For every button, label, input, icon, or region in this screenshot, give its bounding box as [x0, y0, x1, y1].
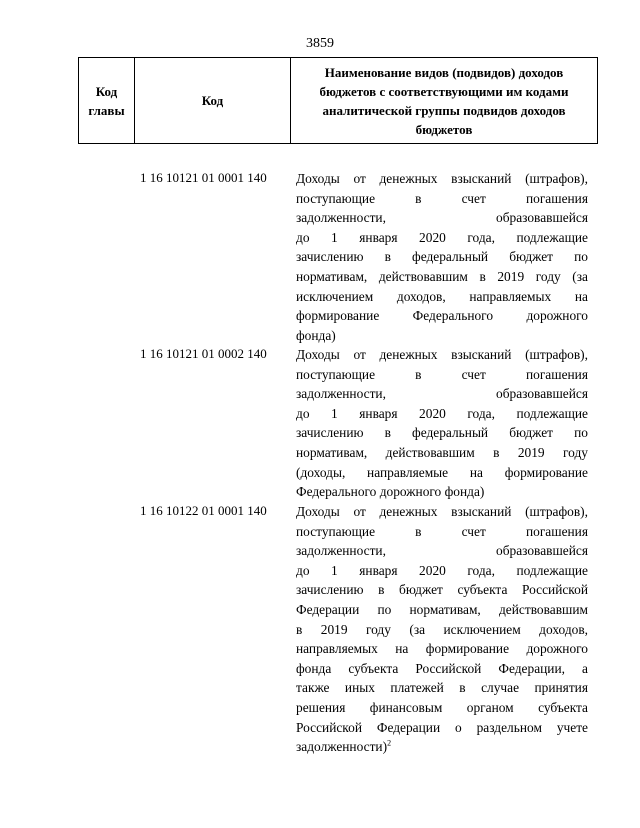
row-code: 1 16 10121 01 0002 140: [140, 346, 267, 361]
description-line: поступающие в счет погашения: [296, 366, 588, 382]
description-line: в 2019 году (за исключением доходов,: [296, 621, 588, 637]
table-header: [78, 57, 598, 144]
description-line: зачислению в бюджет субъекта Российской: [296, 582, 588, 598]
description-line: формирование Федерального дорожного: [296, 308, 588, 324]
page-number: 3859: [306, 36, 334, 51]
description-line: нормативам, действовавшим в 2019 году: [296, 444, 588, 460]
footnote-mark: 2: [387, 738, 392, 748]
description-line-last: [296, 737, 588, 757]
description-line: поступающие в счет погашения: [296, 523, 588, 539]
description-line: фонда): [296, 327, 336, 343]
description-line: также иных платежей в случае принятия: [296, 680, 588, 696]
description-line: поступающие в счет погашения: [296, 190, 588, 206]
description-line: направляемых на формирование дорожного: [296, 641, 588, 657]
description-line: (доходы, направляемые на формирование: [296, 464, 588, 480]
description-line: зачислению в федеральный бюджет по: [296, 249, 588, 265]
description-line: фонда субъекта Российской Федерации, а: [296, 660, 588, 676]
description-line: задолженности, образовавшейся: [296, 386, 588, 402]
description-line: задолженности, образовавшейся: [296, 210, 588, 226]
description-line: задолженности, образовавшейся: [296, 543, 588, 559]
description-line: Доходы от денежных взысканий (штрафов),: [296, 347, 588, 362]
description-line: Доходы от денежных взысканий (штрафов),: [296, 171, 588, 186]
description-line: Федерального дорожного фонда): [296, 484, 485, 500]
description-line: решения финансовым органом субъекта: [296, 699, 588, 715]
description-line: до 1 января 2020 года, подлежащие: [296, 405, 588, 421]
header-col-chapter-code: Код главы: [79, 58, 135, 143]
row-description: [296, 169, 588, 345]
description-line: Российской Федерации о раздельном учете: [296, 719, 588, 735]
description-line-text: задолженности): [296, 739, 388, 755]
description-line: Федерации по нормативам, действовавшим: [296, 601, 588, 617]
header-col-code: Код: [135, 58, 291, 143]
row-code: 1 16 10121 01 0001 140: [140, 170, 267, 185]
row-code: 1 16 10122 01 0001 140: [140, 503, 267, 518]
description-line: до 1 января 2020 года, подлежащие: [296, 229, 588, 245]
row-description: [296, 345, 588, 502]
description-line: до 1 января 2020 года, подлежащие: [296, 562, 588, 578]
description-line: Доходы от денежных взысканий (штрафов),: [296, 504, 588, 519]
row-description: [296, 502, 588, 757]
description-line: исключением доходов, направляемых на: [296, 288, 588, 304]
description-line: зачислению в федеральный бюджет по: [296, 425, 588, 441]
header-col-name: Наименование видов (подвидов) доходов бюджетов с соответствующими им кодами аналитической группы подвидов доходов бюджетов: [319, 64, 569, 137]
description-line: нормативам, действовавшим в 2019 году (за: [296, 268, 588, 284]
